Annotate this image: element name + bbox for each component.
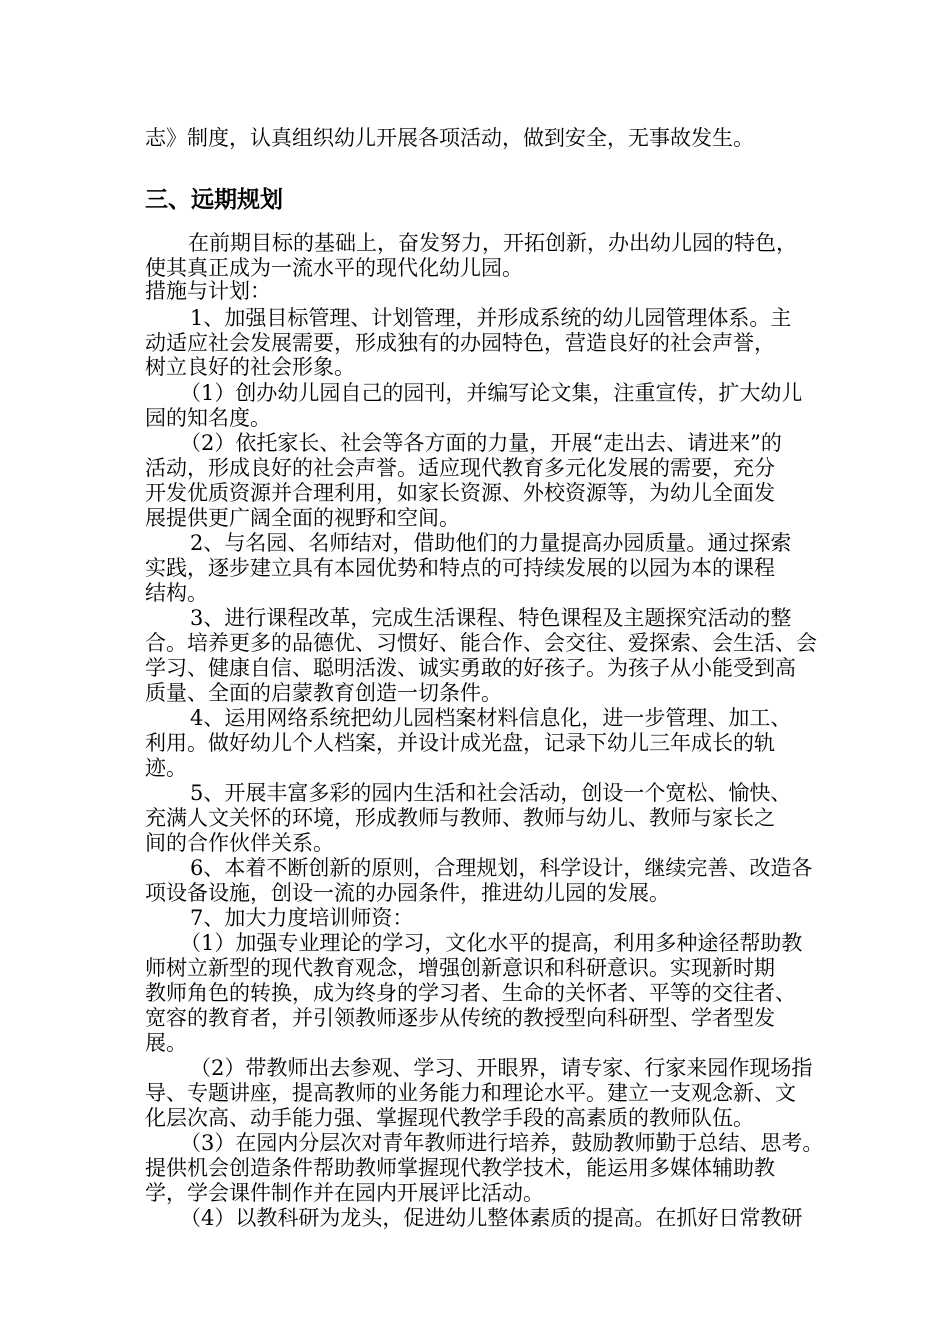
paragraph-line: 2、与名园、名师结对，借助他们的力量提高办园质量。通过探索: [190, 531, 792, 555]
paragraph-line: 化层次高、动手能力强、掌握现代教学手段的高素质的教师队伍。: [145, 1106, 754, 1130]
paragraph-line: 园的知名度。: [145, 406, 271, 430]
paragraph-line: 6、本着不断创新的原则，合理规划，科学设计，继续完善、改造各: [190, 856, 813, 880]
section-heading: 三、远期规划: [145, 187, 283, 213]
paragraph-line: 充满人文关怀的环境，形成教师与教师、教师与幼儿、教师与家长之: [145, 806, 775, 830]
paragraph-line: 提供机会创造条件帮助教师掌握现代教学技术，能运用多媒体辅助教: [145, 1156, 775, 1180]
paragraph-line: 活动，形成良好的社会声誉。适应现代教育多元化发展的需要，充分: [145, 456, 775, 480]
paragraph-line: 使其真正成为一流水平的现代化幼儿园。: [145, 256, 523, 280]
paragraph-line: 实践，逐步建立具有本园优势和特点的可持续发展的以园为本的课程: [145, 556, 775, 580]
paragraph-line: （2）带教师出去参观、学习、开眼界，请专家、行家来园作现场指: [190, 1056, 813, 1080]
paragraph-line: 质量、全面的启蒙教育创造一切条件。: [145, 681, 502, 705]
paragraph-line: 迹。: [145, 756, 187, 780]
paragraph-line: 合。培养更多的品德优、习惯好、能合作、会交往、爱探索、会生活、会: [145, 631, 817, 655]
paragraph-line: 在前期目标的基础上，奋发努力，开拓创新，办出幼儿园的特色，: [188, 231, 797, 255]
paragraph-line: 项设备设施，创设一流的办园条件，推进幼儿园的发展。: [145, 881, 670, 905]
paragraph-line: 4、运用网络系统把幼儿园档案材料信息化，进一步管理、加工、: [190, 706, 792, 730]
paragraph-line: 学，学会课件制作并在园内开展评比活动。: [145, 1181, 544, 1205]
paragraph-line: （4）以教科研为龙头，促进幼儿整体素质的提高。在抓好日常教研: [180, 1206, 803, 1230]
paragraph-line: 7、加大力度培训师资：: [190, 906, 414, 930]
top-continuation-line: 志》制度，认真组织幼儿开展各项活动，做到安全，无事故发生。: [145, 126, 754, 150]
paragraph-line: （3）在园内分层次对青年教师进行培养，鼓励教师勤于总结、思考。: [180, 1131, 824, 1155]
paragraph-line: 宽容的教育者，并引领教师逐步从传统的教授型向科研型、学者型发: [145, 1006, 775, 1030]
paragraph-line: 展。: [145, 1031, 187, 1055]
paragraph-line: 5、开展丰富多彩的园内生活和社会活动，创设一个宽松、愉快、: [190, 781, 792, 805]
paragraph-line: 结构。: [145, 581, 208, 605]
paragraph-line: 间的合作伙伴关系。: [145, 831, 334, 855]
paragraph-line: 1、加强目标管理、计划管理，并形成系统的幼儿园管理体系。主: [190, 306, 792, 330]
paragraph-line: 学习、健康自信、聪明活泼、诚实勇敢的好孩子。为孩子从小能受到高: [145, 656, 796, 680]
paragraph-line: 树立良好的社会形象。: [145, 355, 355, 379]
paragraph-line: 动适应社会发展需要，形成独有的办园特色，营造良好的社会声誉，: [145, 331, 775, 355]
paragraph-line: （2）依托家长、社会等各方面的力量，开展“走出去、请进来”的: [180, 431, 782, 455]
paragraph-line: 展提供更广阔全面的视野和空间。: [145, 506, 460, 530]
paragraph-line: 教师角色的转换，成为终身的学习者、生命的关怀者、平等的交往者、: [145, 981, 796, 1005]
paragraph-line: 师树立新型的现代教育观念，增强创新意识和科研意识。实现新时期: [145, 956, 775, 980]
paragraph-line: 3、进行课程改革，完成生活课程、特色课程及主题探究活动的整: [190, 606, 792, 630]
paragraph-line: 利用。做好幼儿个人档案，并设计成光盘，记录下幼儿三年成长的轨: [145, 731, 775, 755]
paragraph-line: （1）创办幼儿园自己的园刊，并编写论文集，注重宣传，扩大幼儿: [180, 381, 803, 405]
paragraph-line: 开发优质资源并合理利用，如家长资源、外校资源等，为幼儿全面发: [145, 481, 775, 505]
paragraph-line: 措施与计划：: [145, 279, 271, 303]
paragraph-line: 导、专题讲座，提高教师的业务能力和理论水平。建立一支观念新、文: [145, 1081, 796, 1105]
paragraph-line: （1）加强专业理论的学习，文化水平的提高，利用多种途径帮助教: [180, 931, 803, 955]
